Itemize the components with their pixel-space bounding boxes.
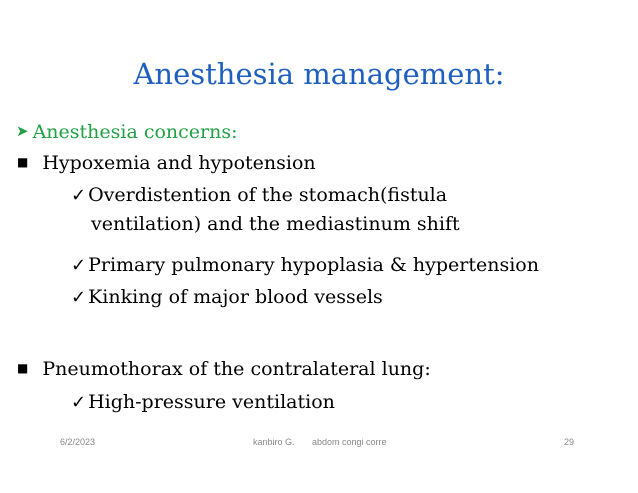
slide-title: Anesthesia management:	[133, 57, 505, 91]
bullet-text-pneumothorax: Pneumothorax of the contralateral lung:	[42, 358, 431, 380]
checkmark-icon: ✓	[71, 255, 87, 276]
square-bullet-icon: ■	[17, 155, 29, 169]
sub-bullet-item	[71, 283, 383, 312]
footer-date: 6/2/2023	[60, 437, 96, 447]
sub-bullet-text-overdistention: Overdistention of the stomach(fistula	[88, 184, 448, 206]
bullet-text-hypoxemia: Hypoxemia and hypotension	[42, 152, 316, 174]
footer-topic: abdom congi corre	[312, 437, 387, 447]
bullet-item	[17, 354, 431, 383]
arrow-bullet-icon: ➤	[16, 122, 29, 140]
footer-page-number: 29	[564, 437, 575, 447]
sub-bullet-text-high-pressure: High-pressure ventilation	[88, 391, 335, 413]
checkmark-icon: ✓	[71, 392, 87, 413]
sub-bullet-item	[71, 251, 539, 280]
concerns-heading	[16, 117, 238, 146]
sub-bullet-text-ventilation: ventilation) and the mediastinum shift	[91, 213, 460, 235]
sub-bullet-continuation	[91, 210, 460, 238]
sub-bullet-item	[71, 181, 447, 210]
concerns-heading-text: Anesthesia concerns:	[32, 121, 238, 143]
sub-bullet-text-hypoplasia: Primary pulmonary hypoplasia & hypertension	[88, 254, 539, 276]
square-bullet-icon: ■	[17, 361, 29, 375]
bullet-item	[17, 148, 316, 177]
checkmark-icon: ✓	[71, 287, 87, 308]
sub-bullet-item	[71, 388, 335, 417]
footer-author: kanbiro G.	[253, 437, 295, 447]
checkmark-icon: ✓	[71, 185, 87, 206]
sub-bullet-text-kinking: Kinking of major blood vessels	[88, 286, 383, 308]
